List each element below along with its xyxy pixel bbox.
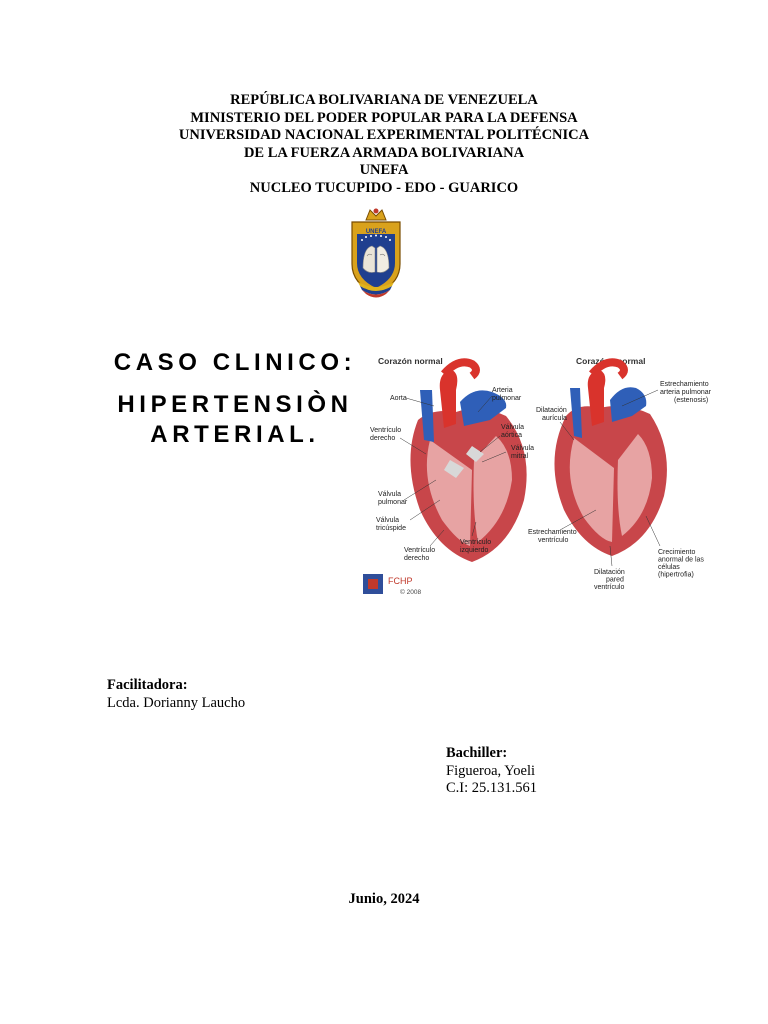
bachiller-label: Bachiller: xyxy=(446,745,508,761)
facilitadora-name: Lcda. Dorianny Laucho xyxy=(107,694,246,711)
heart-comparison-figure xyxy=(360,350,720,600)
header-line-ministry: MINISTERIO DEL PODER POPULAR PARA LA DEFENSA xyxy=(190,109,578,126)
document-date: Junio, 2024 xyxy=(348,891,420,907)
header-line-armed-force: DE LA FUERZA ARMADA BOLIVARIANA xyxy=(243,144,525,161)
title-line-arterial: ARTERIAL. xyxy=(150,421,320,448)
facilitadora-block xyxy=(107,677,245,712)
label-ventriculo-izquierdo: Ventrículo izquierdo xyxy=(460,539,492,554)
label-estrechamiento-ventriculo: Estrechamiento ventrículo xyxy=(528,529,577,544)
institution-header xyxy=(0,92,768,197)
label-dilatacion-pared: Dilatación pared ventrículo xyxy=(594,569,625,591)
bachiller-ci: C.I: 25.131.561 xyxy=(446,780,538,796)
heading-abnormal-heart: Corazón anormal xyxy=(576,356,646,366)
title-line-hipertension: HIPERTENSIÒN xyxy=(117,391,353,418)
fchp-logo-year: © 2008 xyxy=(400,589,422,596)
label-arteria: Arteria pulmonar xyxy=(492,387,522,402)
label-valvula-mitral: Válvula mitral xyxy=(511,445,534,460)
label-ventriculo-derecho-bottom: Ventrículo derecho xyxy=(404,547,436,562)
label-ventriculo-derecho: Ventrículo derecho xyxy=(370,427,402,442)
fchp-logo-text: FCHP xyxy=(388,576,413,586)
title-line-caso: CASO CLINICO: xyxy=(113,349,357,376)
case-title xyxy=(104,348,366,450)
header-line-republic: REPÚBLICA BOLIVARIANA DE VENEZUELA xyxy=(230,92,538,108)
unefa-shield-icon xyxy=(346,206,406,302)
header-line-university: UNIVERSIDAD NACIONAL EXPERIMENTAL POLITÉCNICA xyxy=(178,127,590,143)
header-line-unefa: UNEFA xyxy=(359,162,409,178)
bachiller-name: Figueroa, Yoeli xyxy=(446,762,536,779)
label-valvula-aortica: Válvula aórtica xyxy=(501,424,524,439)
label-aorta: Aorta xyxy=(390,395,407,402)
label-dilatacion-auricula: Dilatación aurícula xyxy=(536,407,567,422)
label-valvula-tricuspide: Válvula tricúspide xyxy=(376,517,406,532)
heading-normal-heart: Corazón normal xyxy=(378,356,443,366)
label-estrechamiento-arteria: Estrechamiento arteria pulmonar (estenosis) xyxy=(660,381,711,404)
bachiller-block xyxy=(446,745,537,798)
label-crecimiento-anormal: Crecimiento anormal de las células (hipertrofia) xyxy=(658,549,704,579)
emblem-label: UNEFA xyxy=(365,229,387,235)
facilitadora-label: Facilitadora: xyxy=(107,677,188,693)
header-line-nucleo: NUCLEO TUCUPIDO - EDO - GUARICO xyxy=(249,179,519,196)
label-valvula-pulmonar: Válvula pulmonar xyxy=(378,491,408,506)
